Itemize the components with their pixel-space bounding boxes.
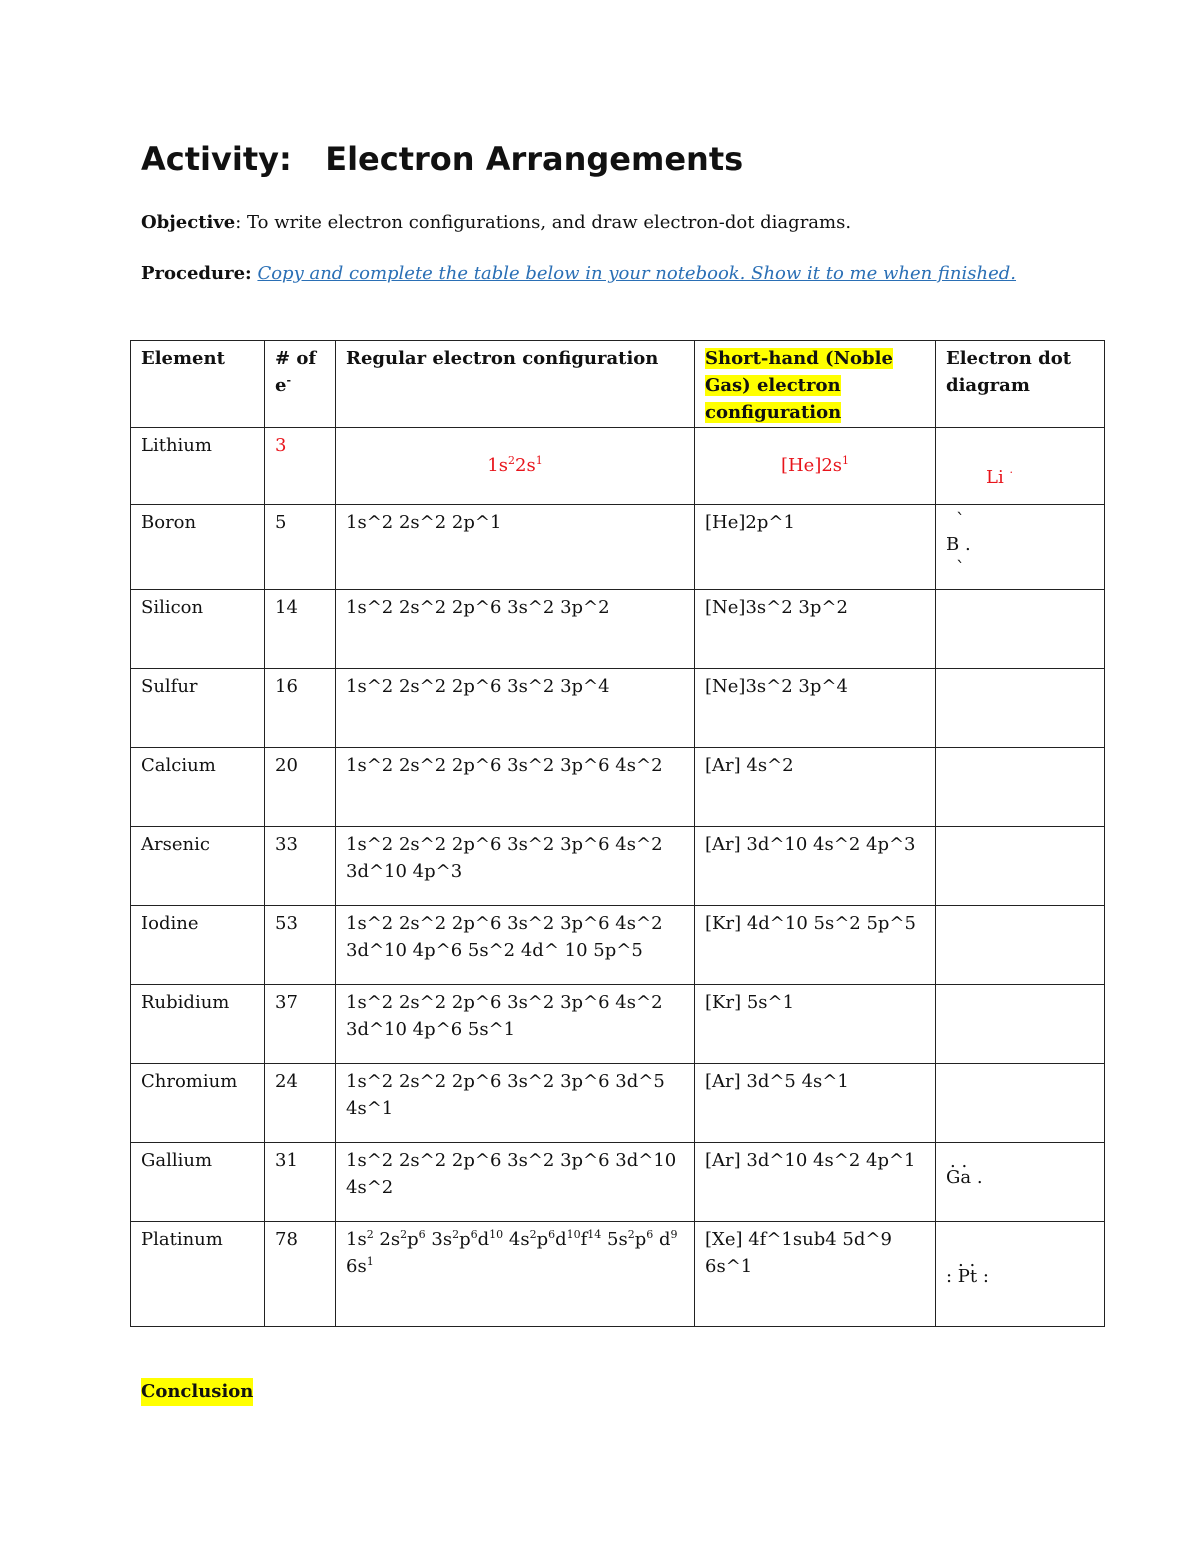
dot-diagram-line: `: [956, 510, 965, 531]
config-term: 1s: [346, 1229, 367, 1250]
dot-diagram-cell: [936, 985, 1105, 1064]
config-exponent: 9: [670, 1228, 678, 1241]
config-term: d: [653, 1229, 671, 1250]
dot-diagram-cell: [936, 1064, 1105, 1143]
config-exponent: 6: [646, 1228, 654, 1241]
dot-diagram-cell: [936, 669, 1105, 748]
table-row: [131, 1064, 1105, 1143]
element-cell: Silicon: [131, 590, 265, 669]
table-row: [131, 428, 1105, 505]
electron-count-cell: 37: [265, 985, 336, 1064]
config-term: 3s: [425, 1229, 453, 1250]
regular-config-cell: 1s^2 2s^2 2p^1: [336, 505, 695, 590]
shorthand-config-cell: [He]2p^1: [695, 505, 936, 590]
dot-diagram-cell: [936, 1143, 1105, 1222]
config-term: 6s: [346, 1256, 367, 1277]
config-exponent: 10: [566, 1228, 581, 1241]
config-exponent: 10: [489, 1228, 504, 1241]
regular-config-cell: 1s^2 2s^2 2p^6 3s^2 3p^6 4s^2 3d^10 4p^3: [336, 827, 695, 906]
regular-config-cell: 1s^2 2s^2 2p^6 3s^2 3p^6 3d^10 4s^2: [336, 1143, 695, 1222]
dot-diagram-cell: [936, 827, 1105, 906]
config-term: d: [477, 1229, 490, 1250]
dot-diagram-line: `: [956, 558, 965, 579]
dot-diagram-cell: Li ·: [936, 428, 1105, 505]
regular-config-cell: 1s^2 2s^2 2p^6 3s^2 3p^2: [336, 590, 695, 669]
header-row: [131, 341, 1105, 428]
shorthand-config-cell: [Ar] 3d^10 4s^2 4p^1: [695, 1143, 936, 1222]
procedure-link[interactable]: Copy and complete the table below in your notebook. Show it to me when finished.: [257, 263, 1017, 284]
electron-count-cell: 14: [265, 590, 336, 669]
regular-config-cell: 1s^2 2s^2 2p^6 3s^2 3p^6 4s^2 3d^10 4p^6 5s^1: [336, 985, 695, 1064]
shorthand-config-cell: [Ne]3s^2 3p^4: [695, 669, 936, 748]
objective-label: Objective: [141, 212, 236, 233]
electron-count-cell: 5: [265, 505, 336, 590]
table-row: [131, 1222, 1105, 1327]
shorthand-config-cell: $[He]2s^1$: [695, 428, 936, 505]
table-row: [131, 669, 1105, 748]
element-cell: Lithium: [131, 428, 265, 505]
regular-config-cell: 1s^2 2s^2 2p^6 3s^2 3p^4: [336, 669, 695, 748]
regular-config-cell: $1s^22s^1$: [336, 428, 695, 505]
dot-diagram-line: . .: [950, 1151, 968, 1172]
shorthand-config-cell: [Ar] 4s^2: [695, 748, 936, 827]
electron-count-cell: 20: [265, 748, 336, 827]
config-exponent: 1: [366, 1255, 374, 1268]
config-exponent: 2: [366, 1228, 374, 1241]
objective: [141, 207, 851, 239]
element-cell: Arsenic: [131, 827, 265, 906]
config-term: 5s: [601, 1229, 628, 1250]
config-term: p: [459, 1229, 471, 1250]
electron-count-cell: 78: [265, 1222, 336, 1327]
table-row: [131, 748, 1105, 827]
config-term: d: [555, 1229, 567, 1250]
dot-diagram-line: Ga .: [946, 1167, 983, 1188]
electron-count-cell: 3: [265, 428, 336, 505]
procedure-label: Procedure:: [141, 263, 252, 284]
element-cell: Iodine: [131, 906, 265, 985]
dot-diagram-cell: [936, 906, 1105, 985]
config-exponent: 14: [587, 1228, 602, 1241]
dot-diagram-line: . .: [958, 1250, 976, 1271]
config-exponent: 2: [627, 1228, 635, 1241]
objective-text: : To write electron configurations, and draw electron-dot diagrams.: [235, 212, 852, 233]
config-term: p: [536, 1229, 549, 1250]
config-exponent: 2: [529, 1228, 537, 1241]
regular-config-cell: 1s^2 2s^2 2p^6 3s^2 3p^6 3d^5 4s^1: [336, 1064, 695, 1143]
dot-diagram-cell: [936, 505, 1105, 590]
dot-diagram-cell: [936, 590, 1105, 669]
page-title: Activity: Electron Arrangements: [141, 140, 744, 178]
table-row: [131, 827, 1105, 906]
table-row: [131, 906, 1105, 985]
shorthand-config-cell: [Kr] 5s^1: [695, 985, 936, 1064]
config-term: 4s: [503, 1229, 530, 1250]
regular-config-cell: 1s^2 2s^2 2p^6 3s^2 3p^6 4s^2 3d^10 4p^6 5s^2 4d^ 10 5p^5: [336, 906, 695, 985]
dot-diagram-cell: [936, 1222, 1105, 1327]
shorthand-config-cell: [Kr] 4d^10 5s^2 5p^5: [695, 906, 936, 985]
table-row: [131, 505, 1105, 590]
dot-diagram-cell: [936, 748, 1105, 827]
electron-count-cell: 31: [265, 1143, 336, 1222]
config-exponent: 6: [548, 1228, 556, 1241]
element-cell: Chromium: [131, 1064, 265, 1143]
element-cell: Rubidium: [131, 985, 265, 1064]
header-electrons: # of e-: [265, 341, 336, 428]
shorthand-config-cell: [Ne]3s^2 3p^2: [695, 590, 936, 669]
table-row: [131, 590, 1105, 669]
shorthand-config-cell: [Xe] 4f^1sub4 5d^9 6s^1: [695, 1222, 936, 1327]
config-term: p: [634, 1229, 647, 1250]
regular-config-cell: [336, 1222, 695, 1327]
conclusion-heading: Conclusion: [141, 1378, 253, 1406]
element-cell: Sulfur: [131, 669, 265, 748]
shorthand-config-cell: [Ar] 3d^10 4s^2 4p^3: [695, 827, 936, 906]
dot-diagram-line: B .: [946, 534, 971, 555]
element-cell: Gallium: [131, 1143, 265, 1222]
dot-diagram-line: : Pt :: [946, 1266, 989, 1287]
header-shorthand: Short-hand (Noble Gas) electron configuration: [695, 341, 936, 428]
electron-table: [130, 340, 1105, 1327]
config-term: p: [407, 1229, 419, 1250]
header-regular: Regular electron configuration: [336, 341, 695, 428]
element-cell: Platinum: [131, 1222, 265, 1327]
header-dot: Electron dot diagram: [936, 341, 1105, 428]
element-cell: Calcium: [131, 748, 265, 827]
electron-count-cell: 24: [265, 1064, 336, 1143]
config-exponent: 6: [470, 1228, 478, 1241]
shorthand-config-cell: [Ar] 3d^5 4s^1: [695, 1064, 936, 1143]
table-row: [131, 985, 1105, 1064]
config-exponent: 2: [452, 1228, 460, 1241]
config-term: 2s: [373, 1229, 401, 1250]
regular-config-cell: 1s^2 2s^2 2p^6 3s^2 3p^6 4s^2: [336, 748, 695, 827]
config-term: f: [580, 1229, 588, 1250]
config-exponent: 2: [400, 1228, 408, 1241]
electron-count-cell: 16: [265, 669, 336, 748]
config-exponent: 6: [418, 1228, 426, 1241]
header-element: Element: [131, 341, 265, 428]
electron-count-cell: 53: [265, 906, 336, 985]
element-cell: Boron: [131, 505, 265, 590]
table-row: [131, 1143, 1105, 1222]
procedure: [141, 258, 1021, 290]
electron-count-cell: 33: [265, 827, 336, 906]
